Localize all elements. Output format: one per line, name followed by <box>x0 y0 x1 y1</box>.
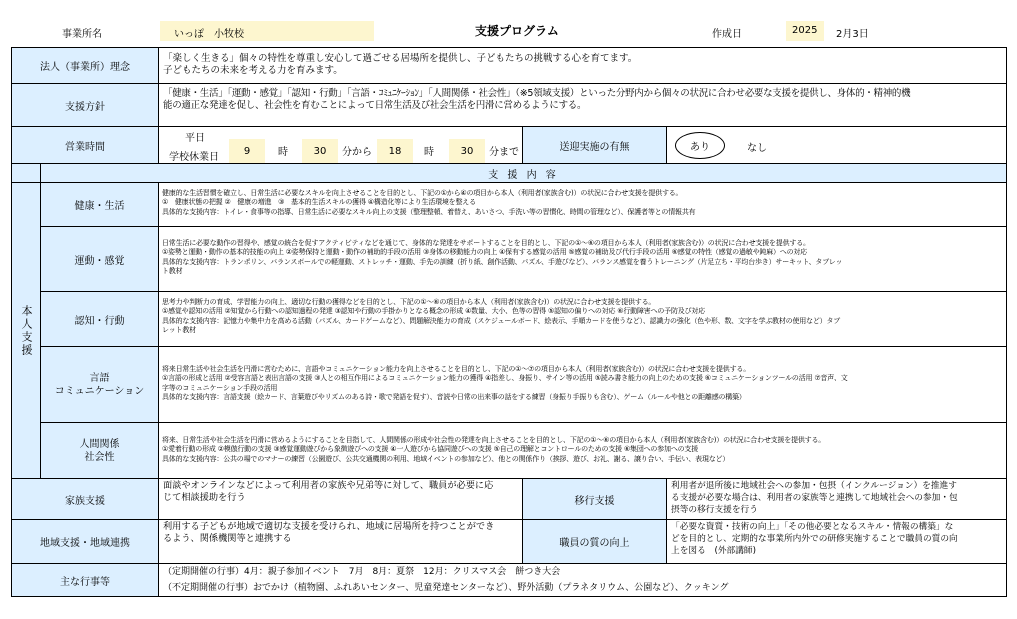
staff-quality-line: どを目的とし、定期的な事業所内外での研修実施することで職員の質の向 <box>671 534 958 544</box>
events-line: （不定期開催の行事）おでかけ（植物園、ふれあいセンター、児童発達センターなど）、野外活動（プラネタリウム、公園など）、クッキング <box>163 583 729 593</box>
row-health-label: 健康・生活 <box>40 182 159 227</box>
row-cognition-line: ①感覚や認知の活用 ②知覚から行動への認知過程の発達 ③認知や行動の手掛かりとなる概念の形成 ④数量、大小、色等の習得 ⑤認知の偏りへの対応 ⑥行動障害への予防及び対応 <box>162 307 705 316</box>
staff-quality-line: 上を図る (外部講師) <box>671 546 756 556</box>
row-social-label: 人間関係 社会性 <box>40 422 159 479</box>
transport-no-option[interactable]: なし <box>747 143 767 154</box>
family-support-line: 面談やオンラインなどによって利用者の家族や兄弟等に対して、職員が必要に応 <box>163 480 494 491</box>
community-support-label: 地域支援・地域連携 <box>11 519 159 564</box>
events-text <box>158 563 1007 597</box>
events-line: （定期開催の行事）4月：親子参加イベント 7月 8月：夏祭 12月：クリスマス会 餅つき大会 <box>163 567 561 577</box>
family-support-line: じて相談援助を行う <box>163 492 246 503</box>
created-year-field[interactable]: 2025 <box>786 21 824 41</box>
personal-support-label <box>11 182 41 479</box>
row-cognition-label: 認知・行動 <box>40 291 159 347</box>
row-movement-text <box>158 226 1007 292</box>
row-cognition-line: 具体的な支援内容：記憶力や集中力を高める活動（パズル、カードゲームなど）、問題解決能力の育成（スケジュールボード、絵表示、手順カードを使うなど）、認識力の強化（色や形、数、文字を学ぶ教材の使用など）タブ <box>162 316 841 325</box>
policy-text <box>158 83 1007 127</box>
support-header-left <box>11 163 41 183</box>
philosophy-text <box>158 47 1007 84</box>
family-support-text <box>158 478 523 520</box>
office-label: 事業所名 <box>62 29 102 40</box>
row-language-line: 将来日常生活や社会生活を円滑に営むために、言語やコミュニケーション能力を向上させることを目的とし、下記の①～⑦の項目から本人（利用者(家族含む)）の状況に合わせ支援を提供する。 <box>162 365 750 373</box>
row-language-label: 言語 コミュニケーション <box>40 346 159 423</box>
row-movement-line: 具体的な支援内容：トランポリン、バランスボールでの軽運動、ストレッチ・運動、手先の訓練（折り紙、創作活動、パズル、手遊びなど）、バランス感覚を養うトレーニング（片足立ち・平均台歩き）サーキット、タブレッ <box>162 257 843 266</box>
row-social-text <box>158 422 1007 479</box>
row-health-line: 健康的な生活習慣を確立し、日常生活に必要なスキルを向上させることを目的とし、下記の①から④の項目から本人（利用者(家族含む)）の状況に合わせ支援を提供する。 <box>162 189 683 197</box>
row-movement-line: 日常生活に必要な動作の習得や、感覚の統合を促すアクティビティなどを通じて、身体的な発達をサポートすることを目的とし、下記の①～⑥の項目から本人（利用者(家族含む)）の状況に合わせ支援を提供する。 <box>162 239 810 247</box>
transport-label: 送迎実施の有無 <box>522 126 667 164</box>
row-health-text <box>158 182 1007 227</box>
philosophy-line: 「楽しく生きる」個々の特性を尊重し安心して過ごせる居場所を提供し、子どもたちの挑戦する心を育てます。 <box>163 53 638 64</box>
end-min-field[interactable]: 30 <box>449 139 485 163</box>
transition-support-line: る支援が必要な場合は、利用者の家族等と連携して地域社会への参加・包 <box>671 493 958 503</box>
row-social-line: ①愛着行動の形成 ②模倣行動の支援 ③感覚運動遊びから象徴遊びへの支援 ④一人遊びから協同遊びへの支援 ⑤自己の理解とコントロールのための支援 ⑥集団への参加への支援 <box>162 445 699 454</box>
start-hour-field[interactable]: 9 <box>229 139 265 163</box>
policy-line: 「健康・生活」「運動・感覚」「認知・行動」「言語・ｺﾐｭﾆｹｰｼｮﾝ」「人間関係・社会性」（※5領域支援）といった分野内から個々の状況に合わせ必要な支援を提供し、身体的・精神的機 <box>163 88 911 99</box>
created-label: 作成日 <box>712 29 742 40</box>
transition-support-line: 利用者が退所後に地域社会への参加・包摂（インクルージョン）を推進す <box>671 481 957 491</box>
program-title: 支援プログラム <box>475 24 559 38</box>
start-min-field[interactable]: 30 <box>302 139 338 163</box>
transport-cell <box>666 126 1007 164</box>
transition-support-text <box>666 478 1007 520</box>
row-social-line: 具体的な支援内容：公共の場でのマナーの練習（公園遊び、公共交通機関の利用、地域イベントの参加など）、他との関係作り（挨拶、遊び、お礼、謝る、譲り合い、手伝い、表現など） <box>162 454 730 463</box>
policy-line: 能の適正な発達を促し、社会性を育むことによって日常生活及び社会生活を円滑に営めるようにする。 <box>163 100 587 111</box>
hours-cell <box>158 126 523 164</box>
philosophy-label: 法人（事業所）理念 <box>11 47 159 84</box>
philosophy-line: 子どもたちの未来を考える力を育みます。 <box>163 65 343 76</box>
from-label: 分から <box>342 147 372 158</box>
holiday-label: 学校休業日 <box>169 152 219 163</box>
hour-unit: 時 <box>278 147 288 158</box>
row-language-text <box>158 346 1007 423</box>
row-movement-label: 運動・感覚 <box>40 226 159 292</box>
office-name-field[interactable]: いっぽ 小牧校 <box>160 21 374 41</box>
personal-support-text: 本人支援 <box>20 304 33 357</box>
row-language-line: 具体的な支援内容：言語支援（絵カード、言葉遊びやリズムのある詩・歌で発語を促す）、音読や日常の出来事の話をする練習（身振り手振りも含む）、ゲーム（ルールや他との距離感の構築） <box>162 392 746 401</box>
community-support-text <box>158 519 523 564</box>
hour-unit: 時 <box>424 147 434 158</box>
row-language-line: 字等のコミュニケーション手段の活用 <box>162 383 278 392</box>
staff-quality-text <box>666 519 1007 564</box>
community-support-line: 利用する子どもが地域で適切な支援を受けられ、地域に居場所を持つことができ <box>163 521 495 532</box>
row-movement-line: ト教材 <box>162 266 183 275</box>
transport-yes-option[interactable]: あり <box>675 132 725 159</box>
row-cognition-line: レット教材 <box>162 325 196 334</box>
until-label: 分まで <box>489 147 519 158</box>
community-support-line: るよう、関係機関等と連携する <box>163 533 292 544</box>
row-health-line: ① 健康状態の把握 ② 健康の増進 ③ 基本的生活スキルの獲得 ④構造化等により生活環境を整える <box>162 198 476 207</box>
family-support-label: 家族支援 <box>11 478 159 520</box>
weekday-label: 平日 <box>185 133 205 144</box>
row-cognition-line: 思考力や判断力の育成、学習能力の向上、適切な行動の獲得などを目的とし、下記の①～⑥の項目から本人（利用者(家族含む)）の状況に合わせ支援を提供する。 <box>162 298 656 306</box>
staff-quality-label: 職員の質の向上 <box>522 519 667 564</box>
policy-label: 支援方針 <box>11 83 159 127</box>
row-cognition-text <box>158 291 1007 347</box>
events-label: 主な行事等 <box>11 563 159 597</box>
transition-support-line: 摂等の移行支援を行う <box>671 505 758 515</box>
row-language-line: ①言語の形成と活用 ②受容言語と表出言語の支援 ③人との相互作用によるコミュニケーション能力の獲得 ④指差し、身振り、サイン等の活用 ⑤読み書き能力の向上のための支援 ⑥コミュニケーションツールの活用 ⑦音声、文 <box>162 374 848 383</box>
support-content-label: 支 援 内 容 <box>40 163 1007 183</box>
staff-quality-line: 「必要な資質・技術の向上」「その他必要となるスキル・情報の構築」な <box>671 522 954 532</box>
row-social-line: 将来、日常生活や社会生活を円滑に営めるようにすることを目指して、人間関係の形成や社会性の発達を向上させることを目的とし、下記の①～⑥の項目から本人（利用者(家族含む)）の状況に合わせ支援を提供する。 <box>162 436 826 444</box>
created-date: 2月3日 <box>836 29 869 40</box>
hours-label: 営業時間 <box>11 126 159 164</box>
end-hour-field[interactable]: 18 <box>377 139 413 163</box>
row-health-line: 具体的な支援内容：トイレ・食事等の指導、日常生活に必要なスキル向上の支援（整理整頓、着替え、あいさつ、手洗い等の習慣化、時間の管理など）、保護者等との情報共有 <box>162 207 696 216</box>
row-movement-line: ①姿勢と運動・動作の基本的技能の向上 ②姿勢保持と運動・動作の補助的手段の活用 ③身体の移動能力の向上 ④保有する感覚の活用 ⑤感覚の補助及び代行手段の活用 ⑥感覚の特性（感覚の過敏や鈍麻）への対応 <box>162 248 807 257</box>
transition-support-label: 移行支援 <box>522 478 667 520</box>
